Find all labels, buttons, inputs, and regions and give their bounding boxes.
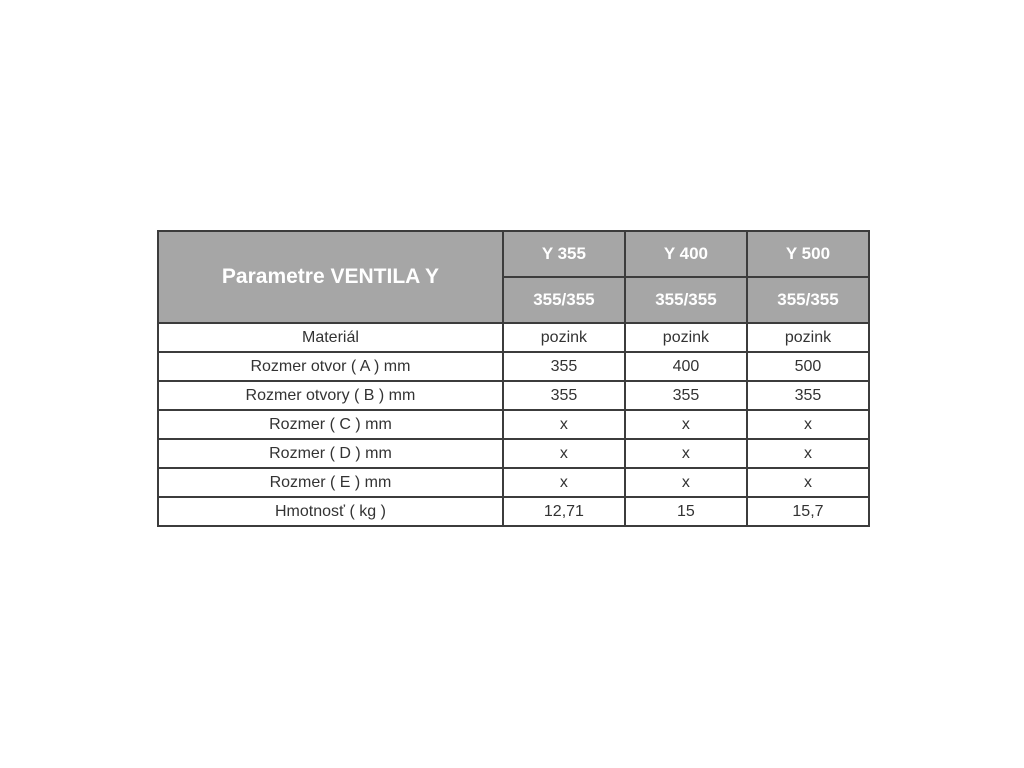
table-cell: 12,71 [503,497,625,526]
table-row-dim-a [158,352,869,381]
model-header-y400: Y 400 [625,231,747,277]
table-cell: x [503,439,625,468]
table-cell: 355 [625,381,747,410]
table-cell: pozink [747,323,869,352]
table-row-dim-c [158,410,869,439]
size-header-y500: 355/355 [747,277,869,323]
table-cell: pozink [503,323,625,352]
size-header-y355: 355/355 [503,277,625,323]
table-row-dim-d [158,439,869,468]
table-row-material [158,323,869,352]
table-cell: 400 [625,352,747,381]
table-cell: pozink [625,323,747,352]
spec-table [157,230,870,527]
size-header-y400: 355/355 [625,277,747,323]
row-label: Hmotnosť ( kg ) [158,497,503,526]
table-header [158,231,869,323]
table-row-dim-b [158,381,869,410]
header-row-models [158,231,869,277]
row-label: Rozmer ( C ) mm [158,410,503,439]
row-label: Rozmer ( D ) mm [158,439,503,468]
table-cell: 355 [503,381,625,410]
table-cell: x [625,410,747,439]
table-cell: 500 [747,352,869,381]
table-cell: x [747,468,869,497]
table-cell: 355 [747,381,869,410]
table-cell: x [503,468,625,497]
row-label: Rozmer otvory ( B ) mm [158,381,503,410]
row-label: Rozmer ( E ) mm [158,468,503,497]
model-header-y355: Y 355 [503,231,625,277]
table-row-dim-e [158,468,869,497]
row-label: Materiál [158,323,503,352]
table-cell: x [625,439,747,468]
table-cell: x [747,439,869,468]
table-cell: x [747,410,869,439]
table-title: Parametre VENTILA Y [158,231,503,323]
model-header-y500: Y 500 [747,231,869,277]
table-cell: x [503,410,625,439]
row-label: Rozmer otvor ( A ) mm [158,352,503,381]
table-cell: 15,7 [747,497,869,526]
table-body [158,323,869,526]
table-row-weight [158,497,869,526]
table-cell: x [625,468,747,497]
table-cell: 355 [503,352,625,381]
table-cell: 15 [625,497,747,526]
